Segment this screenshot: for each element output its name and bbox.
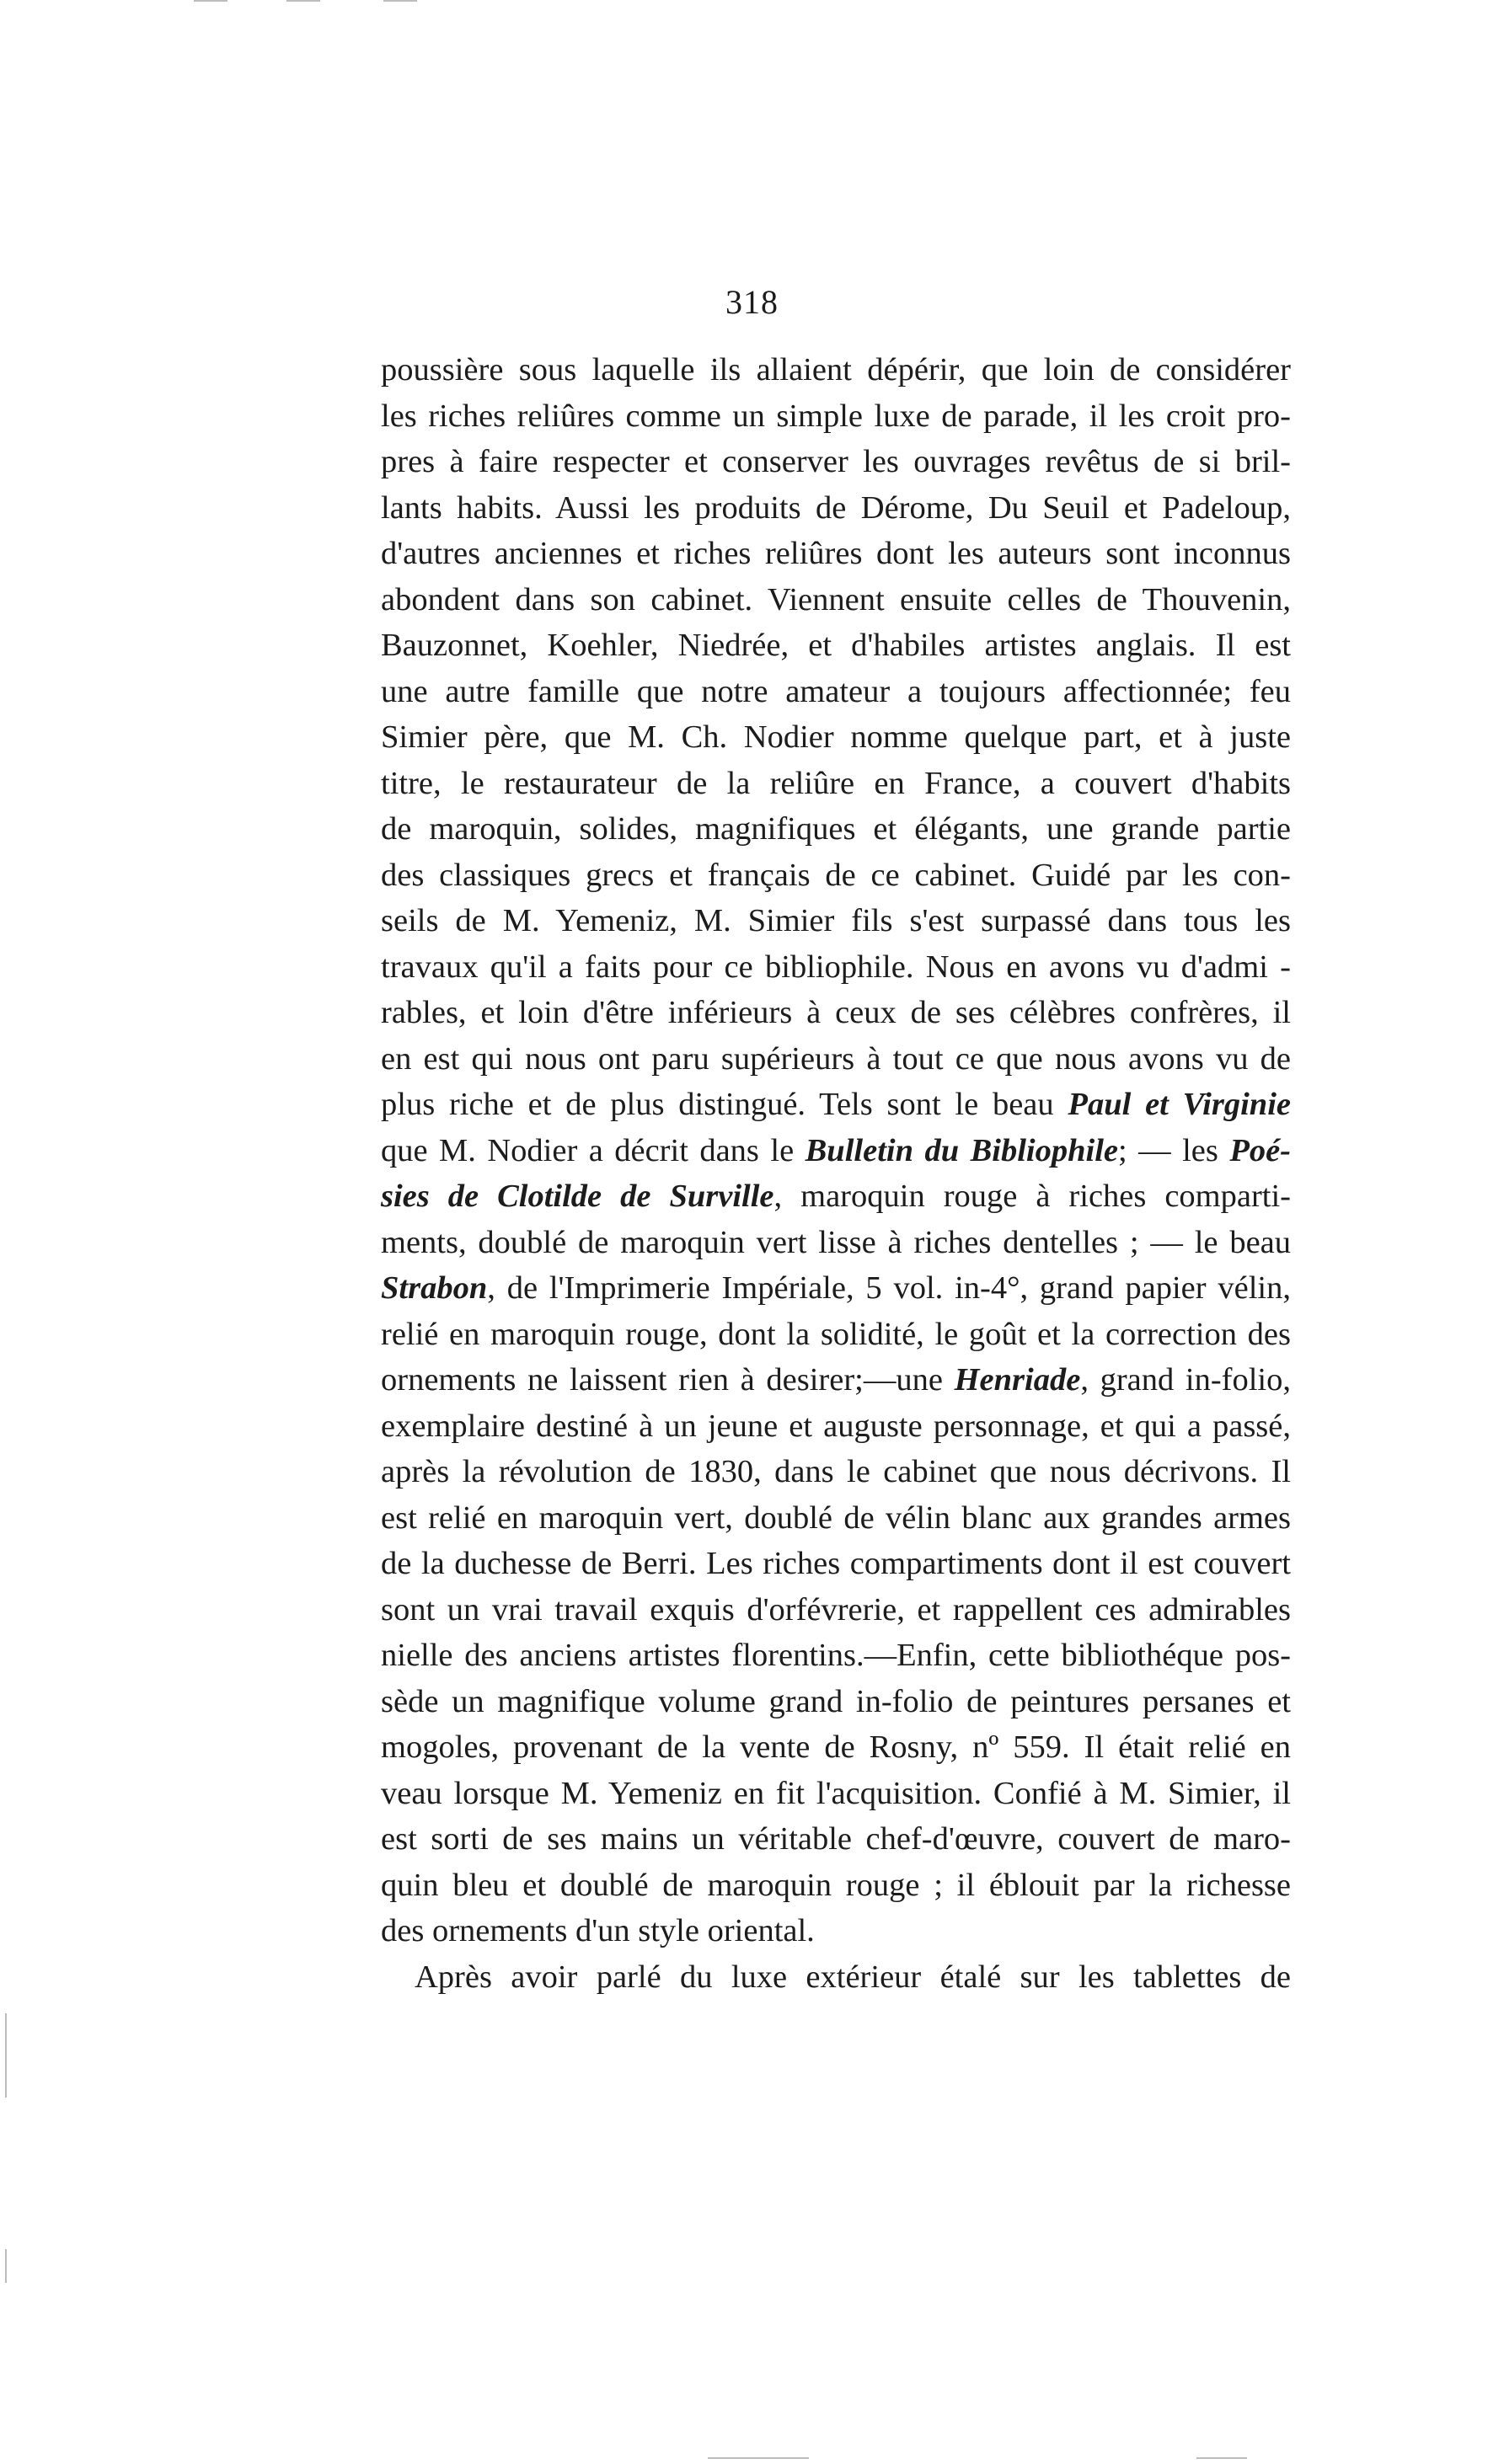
- text-line: [381, 898, 1291, 944]
- text-line: [381, 577, 1291, 623]
- text-run: exemplaire destiné à un jeune et auguste personnage, et qui a passé,: [381, 1408, 1291, 1444]
- scan-mark-left-2: [5, 2249, 7, 2283]
- text-run: Après avoir parlé du luxe extérieur étalé sur les tablettes de: [415, 1959, 1291, 1995]
- scan-mark-top-3: [383, 0, 417, 2]
- text-line: [381, 1633, 1291, 1679]
- text-line: [381, 1220, 1291, 1266]
- text-run: relié en maroquin rouge, dont la solidité, le goût et la correction des: [381, 1316, 1291, 1352]
- text-line: [381, 1679, 1291, 1725]
- text-line: [381, 1082, 1291, 1128]
- text-line: [381, 1771, 1291, 1817]
- text-run: quin bleu et doublé de maroquin rouge ; il éblouit par la richesse: [381, 1867, 1291, 1903]
- text-run: veau lorsque M. Yemeniz en fit l'acquisition. Confié à M. Simier, il: [381, 1775, 1291, 1811]
- text-line: [381, 1403, 1291, 1450]
- text-line: [381, 1816, 1291, 1863]
- text-run: lants habits. Aussi les produits de Dérome, Du Seuil et Padeloup,: [381, 489, 1291, 526]
- italic-title: Poé-: [1229, 1132, 1291, 1168]
- body-text: [381, 347, 1291, 2000]
- italic-title: Bulletin du Bibliophile: [805, 1132, 1118, 1168]
- text-line: [381, 1587, 1291, 1633]
- text-run: en est qui nous ont paru supérieurs à tout ce que nous avons vu de: [381, 1040, 1291, 1077]
- text-run: une autre famille que notre amateur a toujours affectionnée; feu: [381, 673, 1291, 709]
- text-line: [381, 1312, 1291, 1358]
- text-line: [381, 1036, 1291, 1082]
- text-run: titre, le restaurateur de la reliûre en France, a couvert d'habits: [381, 765, 1291, 801]
- text-line: [381, 393, 1291, 440]
- italic-title: Strabon: [381, 1270, 488, 1306]
- text-line: [381, 1495, 1291, 1542]
- text-run: rables, et loin d'être inférieurs à ceux de ses célèbres confrères, il: [381, 995, 1291, 1030]
- scan-mark-top-2: [286, 0, 320, 2]
- text-run: des ornements d'un style oriental.: [381, 1913, 815, 1948]
- text-line: [381, 1954, 1291, 2001]
- scan-mark-top-1: [194, 0, 227, 2]
- text-run: poussière sous laquelle ils allaient dépérir, que loin de considérer: [381, 352, 1291, 388]
- text-line: [381, 439, 1291, 485]
- text-line: [381, 485, 1291, 532]
- text-line: [381, 1541, 1291, 1587]
- text-run: ornements ne laissent rien à desirer;—une: [381, 1362, 955, 1398]
- text-line: [381, 714, 1291, 761]
- text-run: travaux qu'il a faits pour ce bibliophile. Nous en avons vu d'admi -: [381, 949, 1291, 985]
- text-run: abondent dans son cabinet. Viennent ensuite celles de Thouvenin,: [381, 581, 1291, 617]
- text-line: [381, 1265, 1291, 1312]
- text-run: , maroquin rouge à riches comparti-: [773, 1179, 1291, 1214]
- italic-title: Paul et Virginie: [1068, 1087, 1291, 1122]
- text-line: [381, 1128, 1291, 1174]
- italic-title: Henriade: [954, 1362, 1081, 1398]
- italic-title: sies de Clotilde de Surville: [381, 1179, 774, 1214]
- page-number: 318: [725, 283, 779, 321]
- text-run: sède un magnifique volume grand in-folio de peintures persanes et: [381, 1683, 1291, 1719]
- text-line: [381, 531, 1291, 577]
- text-run: Bauzonnet, Koehler, Niedrée, et d'habiles artistes anglais. Il est: [381, 628, 1291, 663]
- text-line: [381, 1173, 1291, 1220]
- scan-mark-left-1: [5, 2013, 7, 2098]
- text-run: ments, doublé de maroquin vert lisse à riches dentelles ; — le beau: [381, 1224, 1291, 1260]
- text-line: [381, 990, 1291, 1036]
- text-line: [381, 944, 1291, 991]
- text-line: [381, 669, 1291, 715]
- text-run: que M. Nodier a décrit dans le: [381, 1132, 806, 1168]
- text-run: , grand in-folio,: [1080, 1362, 1292, 1398]
- text-line: [381, 1908, 1291, 1954]
- text-line: [381, 347, 1291, 393]
- text-line: [381, 853, 1291, 899]
- text-run: après la révolution de 1830, dans le cabinet que nous décrivons. Il: [381, 1454, 1291, 1489]
- text-run: est relié en maroquin vert, doublé de vélin blanc aux grandes armes: [381, 1499, 1291, 1536]
- text-line: [381, 623, 1291, 669]
- text-run: sont un vrai travail exquis d'orfévrerie, et rappellent ces admirables: [381, 1591, 1291, 1628]
- text-run: ; — les: [1117, 1132, 1230, 1168]
- text-run: , de l'Imprimerie Impériale, 5 vol. in-4°, grand papier vélin,: [487, 1270, 1291, 1306]
- text-line: [381, 1724, 1291, 1771]
- scan-mark-bottom-1: [708, 2457, 809, 2459]
- text-run: nielle des anciens artistes florentins.—Enfin, cette bibliothéque pos-: [381, 1638, 1291, 1673]
- text-run: les riches reliûres comme un simple luxe de parade, il les croit pro-: [381, 398, 1291, 434]
- text-run: Simier père, que M. Ch. Nodier nomme quelque part, et à juste: [381, 719, 1291, 755]
- text-run: mogoles, provenant de la vente de Rosny, nº 559. Il était relié en: [381, 1729, 1291, 1765]
- text-run: de la duchesse de Berri. Les riches compartiments dont il est couvert: [381, 1546, 1291, 1581]
- text-run: d'autres anciennes et riches reliûres dont les auteurs sont inconnus: [381, 536, 1291, 571]
- text-run: de maroquin, solides, magnifiques et élégants, une grande partie: [381, 811, 1291, 847]
- text-line: [381, 1449, 1291, 1495]
- text-run: seils de M. Yemeniz, M. Simier fils s'est surpassé dans tous les: [381, 903, 1291, 938]
- text-run: des classiques grecs et français de ce cabinet. Guidé par les con-: [381, 857, 1291, 893]
- text-run: plus riche et de plus distingué. Tels sont le beau: [381, 1087, 1068, 1122]
- text-run: pres à faire respecter et conserver les ouvrages revêtus de si bril-: [381, 444, 1291, 479]
- text-line: [381, 1357, 1291, 1403]
- text-line: [381, 1863, 1291, 1909]
- text-line: [381, 806, 1291, 853]
- text-line: [381, 761, 1291, 807]
- scan-mark-bottom-2: [1196, 2457, 1247, 2459]
- text-run: est sorti de ses mains un véritable chef-d'œuvre, couvert de maro-: [381, 1821, 1291, 1857]
